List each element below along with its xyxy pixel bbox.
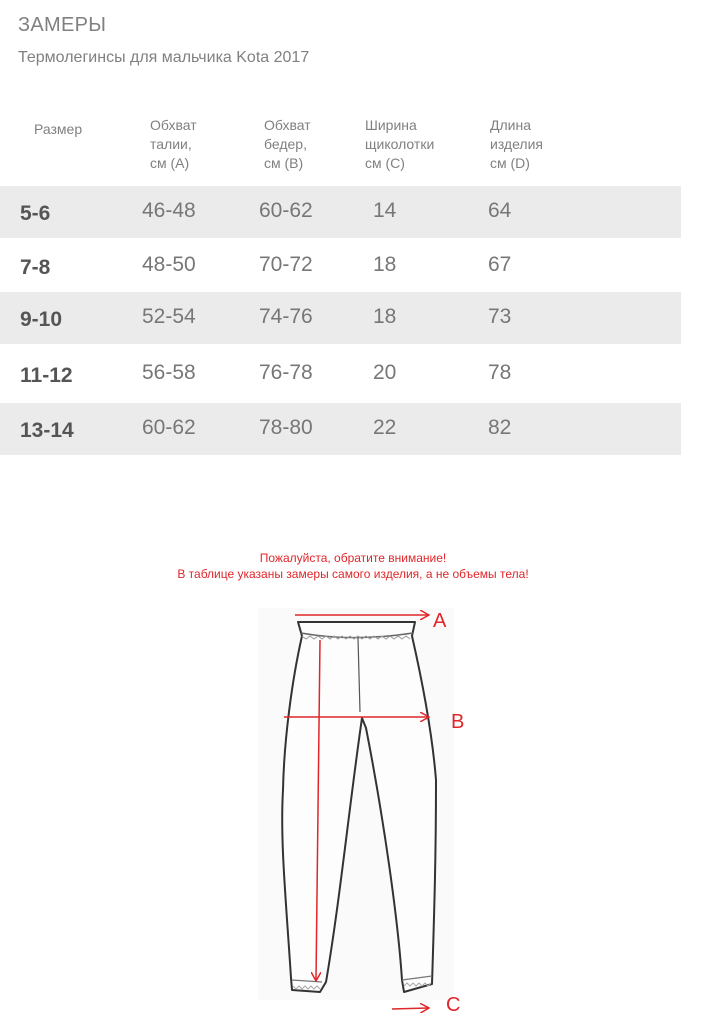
- ankle-cell: 18: [373, 305, 397, 328]
- table-row: [0, 348, 681, 400]
- measure-c-arrow: [392, 1008, 428, 1009]
- ankle-cell: 18: [373, 253, 397, 276]
- waist-cell: 60-62: [142, 416, 196, 439]
- size-cell: 9-10: [20, 308, 63, 331]
- length-cell: 67: [488, 253, 512, 276]
- leggings-sketch: [250, 600, 480, 1020]
- waist-cell: 48-50: [142, 253, 196, 276]
- column-header-length: Длина изделия см (D): [490, 117, 543, 171]
- column-header-hips: Обхват бедер, см (B): [264, 117, 311, 171]
- ankle-cell: 20: [373, 361, 397, 384]
- length-cell: 64: [488, 199, 512, 222]
- table-row: [0, 240, 681, 292]
- table-row: [0, 186, 681, 238]
- page-title: ЗАМЕРЫ: [18, 14, 107, 36]
- table-row: [0, 292, 681, 344]
- hips-cell: 74-76: [259, 305, 313, 328]
- notice-line-1: Пожалуйста, обратите внимание!: [259, 551, 447, 565]
- hips-cell: 76-78: [259, 361, 313, 384]
- measurement-notice: [0, 550, 706, 582]
- length-cell: 73: [488, 305, 512, 328]
- length-cell: 78: [488, 361, 512, 384]
- size-cell: 13-14: [20, 419, 74, 442]
- length-cell: 82: [488, 416, 512, 439]
- column-header-waist: Обхват талии, см (А): [150, 117, 197, 171]
- hips-cell: 78-80: [259, 416, 313, 439]
- table-row: [0, 403, 681, 455]
- hips-cell: 60-62: [259, 199, 313, 222]
- ankle-cell: 22: [373, 416, 397, 439]
- ankle-cell: 14: [373, 199, 397, 222]
- column-header-size: Размер: [34, 121, 83, 137]
- waist-cell: 56-58: [142, 361, 196, 384]
- measure-label-b: B: [451, 711, 465, 733]
- size-cell: 11-12: [20, 364, 73, 387]
- column-header-ankle: Ширина щиколотки см (C): [365, 117, 435, 171]
- leggings-diagram: [250, 600, 480, 1020]
- notice-line-2: В таблице указаны замеры самого изделия, а не объемы тела!: [177, 567, 529, 581]
- waist-cell: 52-54: [142, 305, 196, 328]
- measure-label-a: A: [433, 610, 447, 632]
- size-cell: 5-6: [20, 202, 51, 225]
- measure-label-c: C: [446, 994, 461, 1016]
- waist-cell: 46-48: [142, 199, 196, 222]
- size-cell: 7-8: [20, 256, 51, 279]
- page-subtitle: Термолегинсы для мальчика Kota 2017: [18, 49, 310, 66]
- hips-cell: 70-72: [259, 253, 313, 276]
